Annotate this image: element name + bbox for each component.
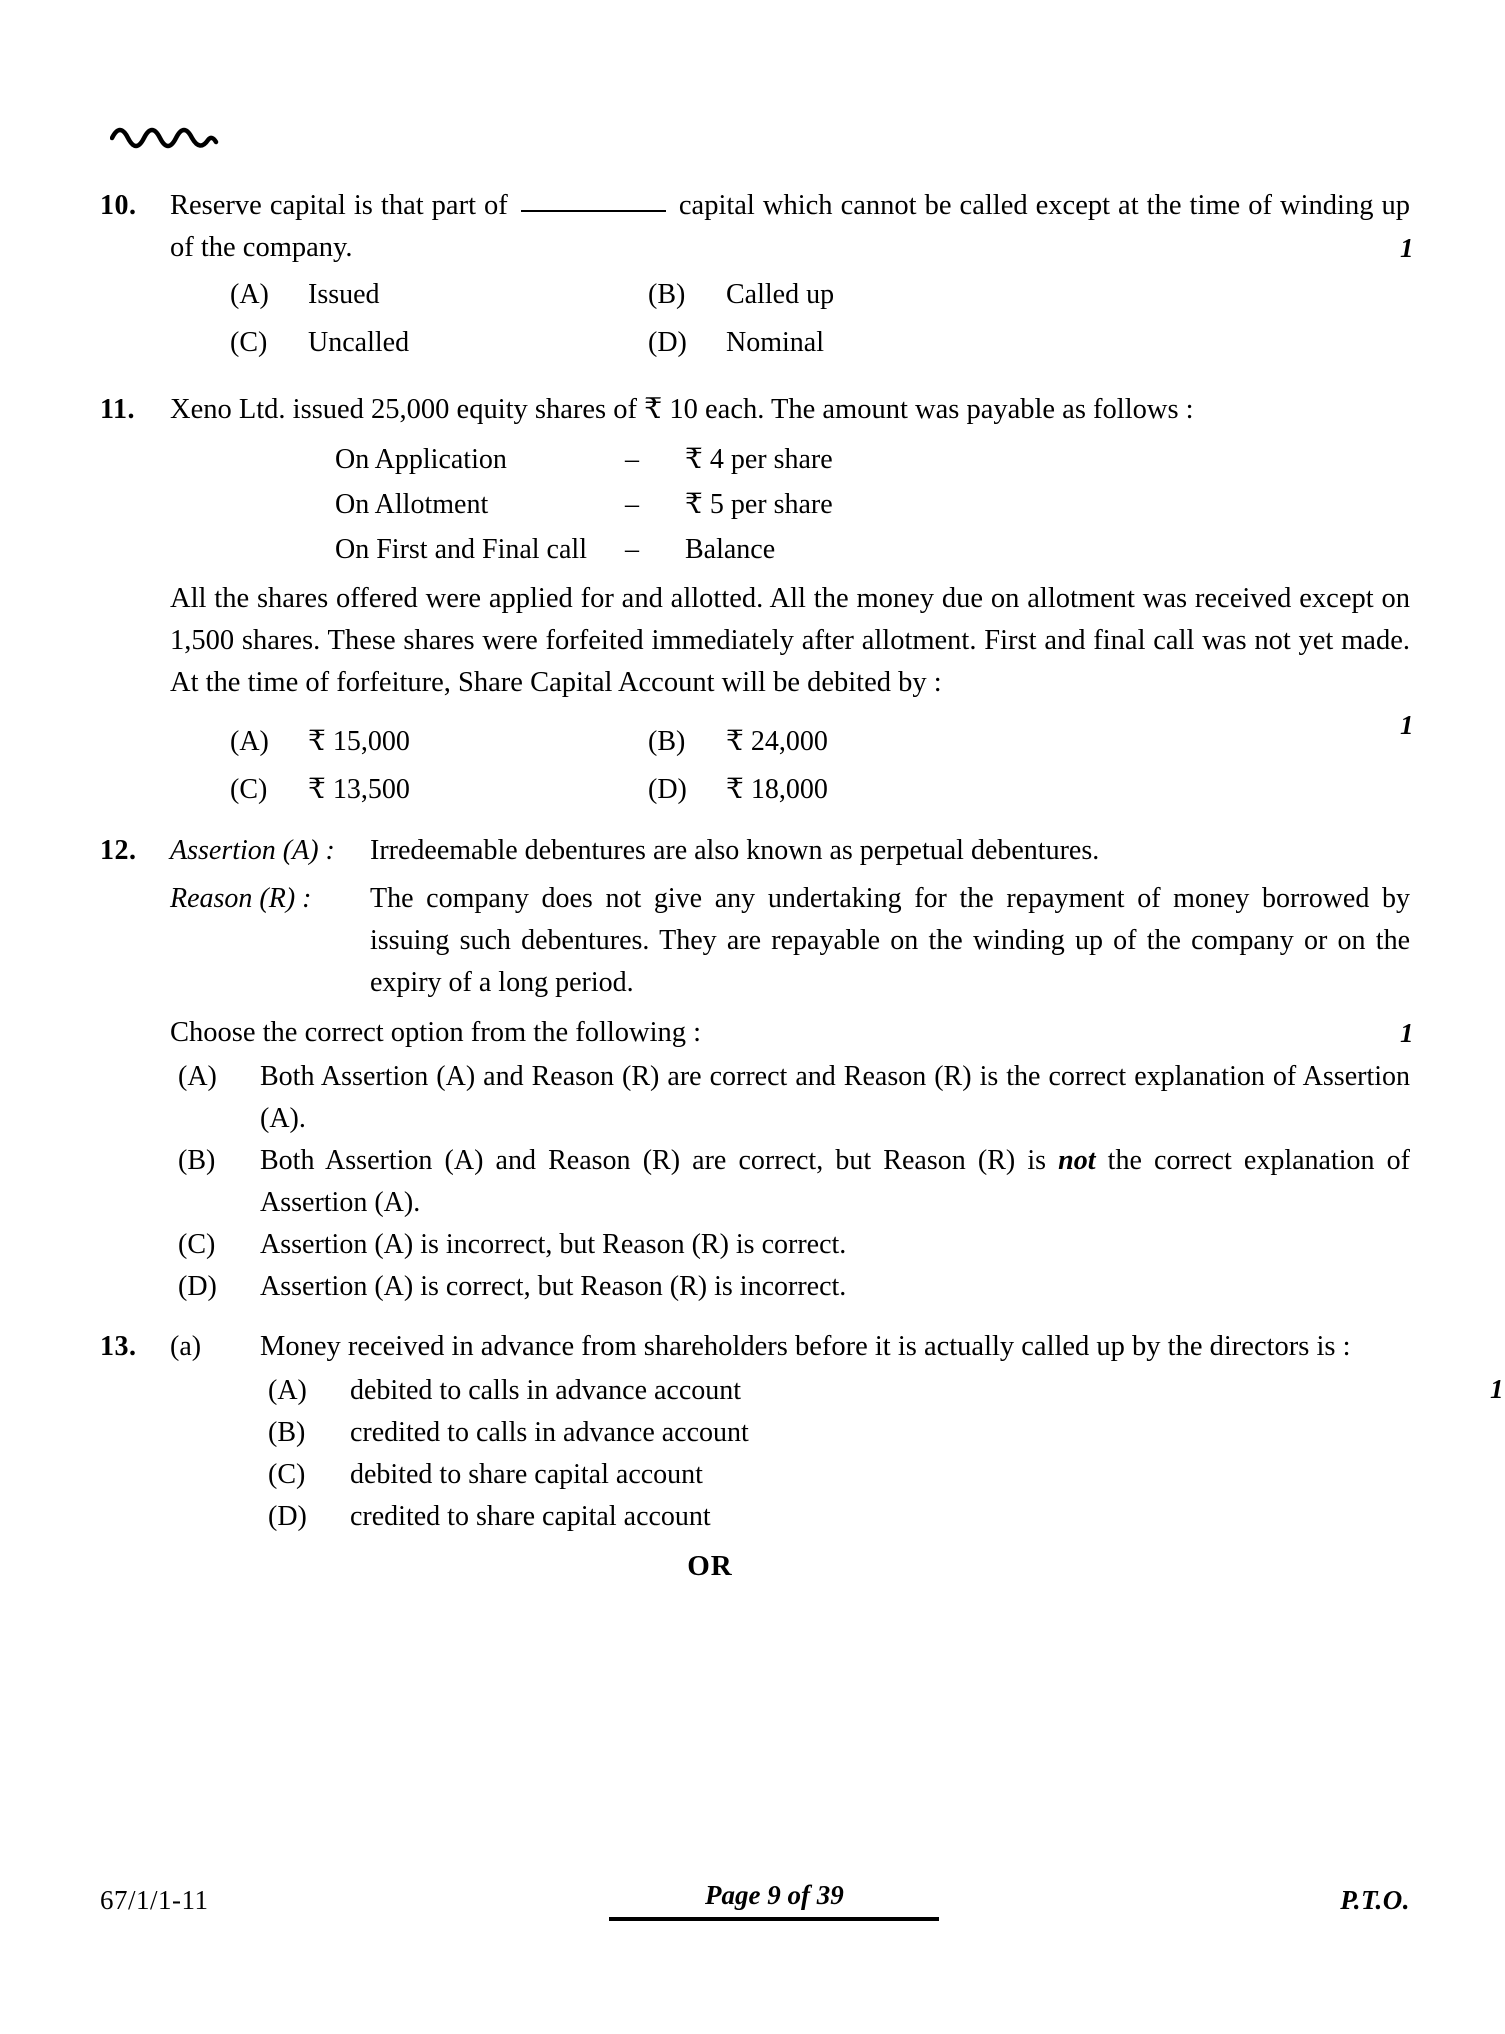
reason-row — [170, 878, 1410, 1004]
option-c-text: Uncalled — [308, 327, 410, 358]
page-number: Page 9 of 39 — [609, 1880, 939, 1921]
option-a-label: (A) — [268, 1375, 307, 1406]
question-13-marks: 1 — [1490, 1374, 1504, 1404]
question-10-option-d[interactable] — [640, 321, 1410, 365]
option-b-label: (B) — [648, 279, 686, 310]
option-c-text: debited to share capital account — [350, 1459, 703, 1490]
question-12-instruction: Choose the correct option from the following : — [170, 1017, 702, 1048]
question-11-number: 11. — [100, 394, 135, 425]
reason-text: The company does not give any undertaking for the repayment of money borrowed by issuing such debentures. They are repayable on the winding up of the company or on the expiry of a long period. — [370, 883, 1410, 998]
option-a-label: (A) — [230, 726, 269, 757]
question-13-number: 13. — [100, 1331, 137, 1362]
questions-container — [100, 185, 1504, 1583]
option-b-text-before: Both Assertion (A) and Reason (R) are correct, but Reason (R) is — [260, 1145, 1059, 1176]
question-12 — [100, 830, 1414, 1308]
question-11-marks: 1 — [1400, 710, 1414, 740]
question-11 — [100, 389, 1414, 812]
option-b-label: (B) — [178, 1145, 216, 1176]
option-a-text: ₹ 15,000 — [308, 726, 410, 757]
paper-code: 67/1/1-11 — [100, 1885, 209, 1915]
question-11-option-c[interactable] — [170, 768, 640, 812]
question-10-marks: 1 — [1400, 233, 1414, 263]
option-b-text: ₹ 24,000 — [726, 726, 828, 757]
question-13-option-d[interactable] — [260, 1496, 1410, 1538]
question-11-option-a[interactable] — [170, 720, 640, 764]
option-c-label: (C) — [230, 327, 268, 358]
question-13-options — [260, 1370, 1410, 1538]
option-b-text-after: the correct explanation of Assertion (A). — [260, 1145, 1410, 1218]
fill-in-blank — [521, 210, 666, 212]
question-10-options-row-1 — [170, 273, 1410, 317]
question-12-option-c[interactable] — [170, 1224, 1410, 1266]
schedule-dash: – — [625, 489, 639, 520]
assertion-label: Assertion (A) : — [170, 835, 335, 866]
question-13-stem-text: Money received in advance from shareholders before it is actually called up by the directors is : — [260, 1331, 1351, 1362]
schedule-label: On Allotment — [335, 489, 489, 520]
option-a-text: Both Assertion (A) and Reason (R) are correct and Reason (R) is the correct explanation of Assertion (A). — [260, 1061, 1410, 1134]
question-13-sub-label: (a) — [170, 1331, 202, 1362]
question-13 — [100, 1326, 1504, 1583]
question-10-options-row-2 — [170, 321, 1410, 365]
question-12-instruction-wrap — [170, 1012, 1414, 1054]
schedule-label: On Application — [335, 444, 507, 475]
question-12-option-d[interactable] — [170, 1266, 1410, 1308]
question-11-body-text: All the shares offered were applied for and allotted. All the money due on allotment was received except on 1,500 shares. These shares were forfeited immediately after allotment. First and final call was not yet made. At the time of forfeiture, Share Capital Account will be debited by : — [170, 583, 1410, 698]
or-separator: OR — [687, 1550, 733, 1582]
question-10-option-a[interactable] — [170, 273, 640, 317]
question-11-stem: Xeno Ltd. issued 25,000 equity shares of ₹ 10 each. The amount was payable as follows : — [170, 394, 1194, 425]
option-b-label: (B) — [268, 1417, 306, 1448]
option-b-text — [260, 1140, 1410, 1224]
option-b-label: (B) — [648, 726, 686, 757]
schedule-dash: – — [625, 534, 639, 565]
option-d-text: Assertion (A) is correct, but Reason (R) is incorrect. — [260, 1271, 847, 1302]
option-d-text: Nominal — [726, 327, 824, 358]
question-10-option-b[interactable] — [640, 273, 1410, 317]
schedule-amount: Balance — [685, 534, 776, 565]
question-10 — [100, 185, 1414, 365]
pto-label: P.T.O. — [1340, 1885, 1410, 1915]
option-c-text: ₹ 13,500 — [308, 774, 410, 805]
schedule-label: On First and Final call — [335, 534, 587, 565]
question-11-options-row-1 — [170, 720, 1410, 764]
payment-schedule — [170, 437, 1410, 572]
squiggle-wave-icon — [110, 120, 220, 154]
option-b-text: Called up — [726, 279, 835, 310]
option-c-text: Assertion (A) is incorrect, but Reason (R) is correct. — [260, 1229, 847, 1260]
option-a-text: debited to calls in advance account — [350, 1375, 742, 1406]
option-d-label: (D) — [268, 1501, 307, 1532]
option-d-label: (D) — [648, 774, 687, 805]
question-13-option-b[interactable] — [260, 1412, 1410, 1454]
reason-label: Reason (R) : — [170, 883, 312, 914]
question-13-part-a — [170, 1326, 1504, 1583]
question-13-option-a[interactable] — [260, 1370, 1410, 1412]
question-12-number: 12. — [100, 835, 137, 866]
question-10-stem-part2: capital which cannot be called except at the time of winding up of the company. — [170, 190, 1410, 263]
option-c-label: (C) — [178, 1229, 216, 1260]
schedule-row — [335, 527, 1410, 572]
schedule-dash: – — [625, 444, 639, 475]
question-12-option-b[interactable] — [170, 1140, 1410, 1224]
assertion-row — [170, 830, 1410, 872]
option-c-label: (C) — [268, 1459, 306, 1490]
option-a-label: (A) — [178, 1061, 217, 1092]
schedule-amount: ₹ 4 per share — [685, 444, 833, 475]
schedule-amount: ₹ 5 per share — [685, 489, 833, 520]
option-c-label: (C) — [230, 774, 268, 805]
question-10-stem-part1: Reserve capital is that part of — [170, 190, 516, 221]
page-footer — [100, 1880, 1410, 1921]
question-11-body — [170, 578, 1414, 740]
question-10-number: 10. — [100, 190, 137, 221]
option-d-label: (D) — [178, 1271, 217, 1302]
question-12-marks: 1 — [1400, 1018, 1414, 1048]
question-10-option-c[interactable] — [170, 321, 640, 365]
option-d-label: (D) — [648, 327, 687, 358]
schedule-row — [335, 482, 1410, 527]
assertion-text: Irredeemable debentures are also known as perpetual debentures. — [370, 835, 1100, 866]
question-11-options-row-2 — [170, 768, 1410, 812]
option-b-text: credited to calls in advance account — [350, 1417, 749, 1448]
option-a-label: (A) — [230, 279, 269, 310]
option-d-text: credited to share capital account — [350, 1501, 711, 1532]
option-a-text: Issued — [308, 279, 380, 310]
option-b-emphasis: not — [1058, 1145, 1096, 1176]
question-12-option-a[interactable] — [170, 1056, 1410, 1140]
option-d-text: ₹ 18,000 — [726, 774, 828, 805]
question-11-option-b[interactable] — [640, 720, 1410, 764]
schedule-row — [335, 437, 1410, 482]
question-13-option-c[interactable] — [260, 1454, 1410, 1496]
question-12-options — [170, 1056, 1410, 1308]
question-11-option-d[interactable] — [640, 768, 1410, 812]
question-10-stem — [170, 185, 1414, 269]
